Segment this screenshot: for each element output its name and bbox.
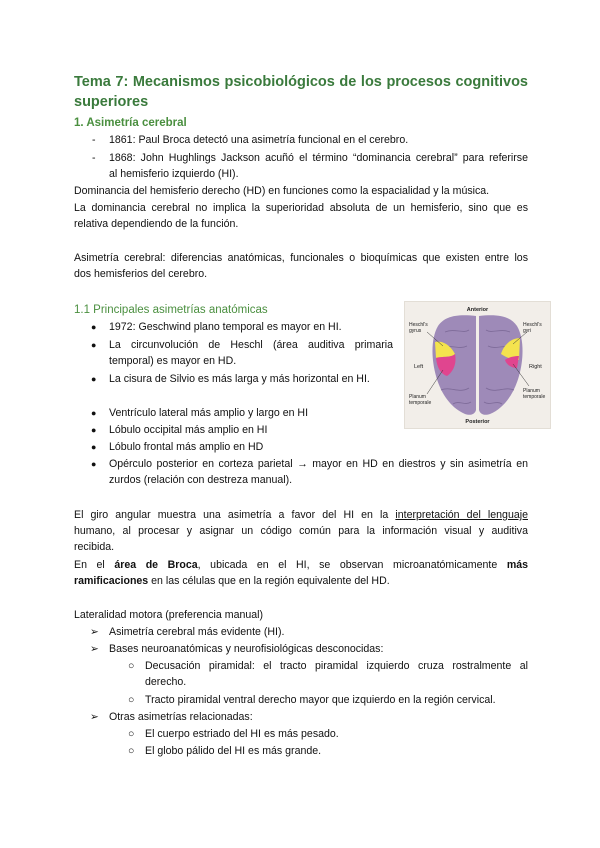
paragraph-definicion-asimetria: Asimetría cerebral: diferencias anatómicas, funcionales o bioquímicas que existen entre los xyxy=(74,252,528,264)
dash-marker: - xyxy=(92,134,96,146)
circle-marker: ○ xyxy=(128,694,135,706)
label-anterior: Anterior xyxy=(466,307,489,313)
giro-angular-underlined: interpretación del lenguaje xyxy=(395,509,528,521)
paragraph-dominancia-relativa-cont: relativa dependiendo de la función. xyxy=(74,218,239,230)
bullet-operculo: Opérculo posterior en corteza parietal → mayor en HD en diestros y sin asimetría en xyxy=(109,458,528,470)
list-item-jackson-1868-cont: al hemisferio izquierdo (HI). xyxy=(109,168,239,180)
label-planum-left-1: Planum xyxy=(409,394,426,400)
giro-angular-text: El giro angular muestra una asimetría a favor del HI en la xyxy=(74,509,396,521)
item-asimetria-evidente: Asimetría cerebral más evidente (HI). xyxy=(109,626,285,638)
label-heschl-left-2: gyrus xyxy=(409,328,422,334)
brain-asymmetry-figure xyxy=(404,301,551,429)
label-posterior: Posterior xyxy=(465,419,490,425)
arrow-marker: ➢ xyxy=(90,711,99,723)
bullet-marker: ● xyxy=(91,340,97,350)
bullet-marker: ● xyxy=(91,459,97,469)
label-left: Left xyxy=(414,364,424,370)
list-item-jackson-1868: 1868: John Hughlings Jackson acuñó el término “dominancia cerebral” para referirse xyxy=(109,152,528,164)
bullet-marker: ● xyxy=(91,322,97,332)
bullet-occipital: Lóbulo occipital más amplio en HI xyxy=(109,424,268,436)
heading-lateralidad-motora: Lateralidad motora (preferencia manual) xyxy=(74,609,264,621)
item-bases-desconocidas: Bases neuroanatómicas y neurofisiológicas desconocidas: xyxy=(109,643,384,655)
arrow-marker: ➢ xyxy=(90,643,99,655)
label-right: Right xyxy=(529,364,542,370)
broca-text-bold: área de Broca xyxy=(114,559,198,571)
label-heschl-right-1: Heschl's xyxy=(523,322,542,328)
bullet-frontal: Lóbulo frontal más amplio en HD xyxy=(109,441,264,453)
paragraph-dominancia-hd: Dominancia del hemisferio derecho (HD) en funciones como la espacialidad y la música. xyxy=(74,185,490,197)
subitem-decusacion: Decusación piramidal: el tracto piramidal izquierdo cruza rostralmente al xyxy=(145,660,528,672)
list-item-broca-1861: 1861: Paul Broca detectó una asimetría funcional en el cerebro. xyxy=(109,134,409,146)
bullet-geschwind: 1972: Geschwind plano temporal es mayor en HI. xyxy=(109,321,342,333)
circle-marker: ○ xyxy=(128,745,135,757)
paragraph-area-broca-cont xyxy=(74,573,390,590)
bullet-marker: ● xyxy=(91,442,97,452)
subitem-tracto-ventral: Tracto piramidal ventral derecho mayor que izquierdo en la región cervical. xyxy=(145,694,496,706)
label-heschl-left-1: Heschl's xyxy=(409,322,428,328)
label-heschl-right-2: gyri xyxy=(523,328,532,334)
broca-text-end: en las células que en la región equivalente del HD. xyxy=(148,575,390,587)
bullet-silvio: La cisura de Silvio es más larga y más horizontal en HI. xyxy=(109,373,370,385)
item-otras-asimetrias: Otras asimetrías relacionadas: xyxy=(109,711,253,723)
paragraph-giro-angular-end: recibida. xyxy=(74,541,115,553)
broca-ramificaciones: ramificaciones xyxy=(74,575,149,587)
brain-diagram xyxy=(405,302,550,428)
label-planum-right-2: temporale xyxy=(523,394,546,400)
paragraph-giro-angular xyxy=(74,507,528,524)
circle-marker: ○ xyxy=(128,728,135,740)
bullet-marker: ● xyxy=(91,425,97,435)
section-heading-asimetrias-anatomicas: 1.1 Principales asimetrías anatómicas xyxy=(74,304,268,316)
circle-marker: ○ xyxy=(128,660,135,672)
paragraph-dominancia-relativa: La dominancia cerebral no implica la superioridad absoluta de un hemisferio, sino que es xyxy=(74,202,528,214)
page-title: Tema 7: Mecanismos psicobiológicos de los procesos cognitivos superiores xyxy=(74,74,528,110)
bullet-operculo-cont: zurdos (relación con destreza manual). xyxy=(109,474,293,486)
broca-text-c: , ubicada en el HI, se observan microanatómicamente xyxy=(197,559,507,571)
subitem-decusacion-cont: derecho. xyxy=(145,676,187,688)
bullet-heschl: La circunvolución de Heschl (área auditiva primaria xyxy=(109,339,393,351)
dash-marker: - xyxy=(92,152,96,164)
subitem-cuerpo-estriado: El cuerpo estriado del HI es más pesado. xyxy=(145,728,339,740)
subitem-globo-palido: El globo pálido del HI es más grande. xyxy=(145,745,322,757)
label-planum-right-1: Planum xyxy=(523,388,540,394)
bullet-marker: ● xyxy=(91,374,97,384)
broca-text-a: En el xyxy=(74,559,115,571)
bullet-marker: ● xyxy=(91,408,97,418)
arrow-marker: ➢ xyxy=(90,626,99,638)
broca-text-bold-mas: más xyxy=(506,559,529,571)
paragraph-giro-angular-cont: humano, al procesar y asignar un código común para la información visual y auditiva xyxy=(74,525,528,537)
bullet-ventriculo: Ventrículo lateral más amplio y largo en HI xyxy=(109,407,309,419)
label-planum-left-2: temporale xyxy=(409,400,432,406)
paragraph-area-broca xyxy=(74,557,528,574)
section-heading-asimetria: 1. Asimetría cerebral xyxy=(74,117,187,129)
paragraph-definicion-asimetria-cont: dos hemisferios del cerebro. xyxy=(74,268,208,280)
bullet-heschl-cont: temporal) es mayor en HD. xyxy=(109,355,237,367)
